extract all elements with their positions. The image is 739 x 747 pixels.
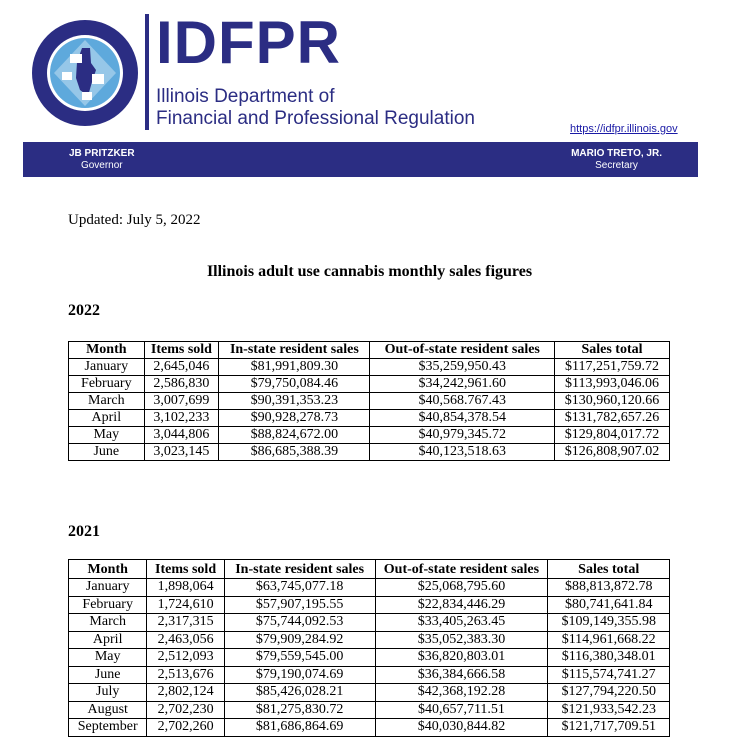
- table-cell: $121,933,542.23: [548, 701, 670, 719]
- table-cell: $40,979,345.72: [370, 427, 555, 444]
- table-cell: $88,824,672.00: [219, 427, 370, 444]
- table-cell: $131,782,657.26: [555, 410, 670, 427]
- table-cell: $88,813,872.78: [548, 579, 670, 597]
- table-cell: $36,820,803.01: [375, 649, 548, 667]
- table-row: [69, 701, 670, 719]
- agency-acronym: IDFPR: [156, 9, 341, 76]
- sales-table-2021: [68, 559, 670, 737]
- table-cell: $127,794,220.50: [548, 684, 670, 702]
- table-cell: March: [69, 614, 147, 632]
- table-cell: $36,384,666.58: [375, 666, 548, 684]
- governor-name: JB PRITZKER: [69, 148, 135, 159]
- table-cell: April: [69, 410, 145, 427]
- table-cell: $109,149,355.98: [548, 614, 670, 632]
- table-cell: 2,702,260: [147, 719, 224, 737]
- table-cell: $57,907,195.55: [224, 596, 375, 614]
- table-cell: February: [69, 376, 145, 393]
- table-row: [69, 393, 670, 410]
- table-cell: $79,559,545.00: [224, 649, 375, 667]
- column-header: Items sold: [147, 560, 224, 579]
- table-cell: $63,745,077.18: [224, 579, 375, 597]
- table-cell: September: [69, 719, 147, 737]
- table-cell: May: [69, 649, 147, 667]
- table-row: [69, 427, 670, 444]
- table-cell: $115,574,741.27: [548, 666, 670, 684]
- table-row: [69, 444, 670, 461]
- column-header: In-state resident sales: [219, 342, 370, 359]
- table-header-row: [69, 560, 670, 579]
- table-cell: 3,044,806: [144, 427, 219, 444]
- table-cell: 2,317,315: [147, 614, 224, 632]
- table-cell: January: [69, 579, 147, 597]
- table-cell: $113,993,046.06: [555, 376, 670, 393]
- table-cell: 2,463,056: [147, 631, 224, 649]
- table-cell: $35,259,950.43: [370, 359, 555, 376]
- updated-date: Updated: July 5, 2022: [68, 212, 201, 228]
- table-cell: February: [69, 596, 147, 614]
- table-row: [69, 631, 670, 649]
- table-cell: $40,854,378.54: [370, 410, 555, 427]
- table-cell: $81,275,830.72: [224, 701, 375, 719]
- table-cell: $85,426,028.21: [224, 684, 375, 702]
- table-row: [69, 719, 670, 737]
- table-cell: June: [69, 666, 147, 684]
- table-cell: July: [69, 684, 147, 702]
- table-cell: $40,657,711.51: [375, 701, 548, 719]
- table-cell: June: [69, 444, 145, 461]
- table-cell: $35,052,383.30: [375, 631, 548, 649]
- year-heading-2021: 2021: [68, 523, 100, 540]
- table-cell: $121,717,709.51: [548, 719, 670, 737]
- table-cell: $90,928,278.73: [219, 410, 370, 427]
- table-cell: $116,380,348.01: [548, 649, 670, 667]
- column-header: Out-of-state resident sales: [375, 560, 548, 579]
- table-cell: $75,744,092.53: [224, 614, 375, 632]
- website-link[interactable]: https://idfpr.illinois.gov: [570, 123, 678, 135]
- table-cell: $129,804,017.72: [555, 427, 670, 444]
- table-row: [69, 666, 670, 684]
- secretary-name: MARIO TRETO, JR.: [571, 148, 662, 159]
- table-cell: $33,405,263.45: [375, 614, 548, 632]
- table-cell: March: [69, 393, 145, 410]
- table-cell: 1,898,064: [147, 579, 224, 597]
- table-row: [69, 359, 670, 376]
- column-header: Month: [69, 560, 147, 579]
- table-cell: 2,513,676: [147, 666, 224, 684]
- table-row: [69, 684, 670, 702]
- officials-bar: [23, 142, 698, 177]
- table-cell: 2,802,124: [147, 684, 224, 702]
- department-name-line1: Illinois Department of: [156, 86, 335, 107]
- table-row: [69, 596, 670, 614]
- table-row: [69, 614, 670, 632]
- secretary-title: Secretary: [595, 160, 638, 171]
- table-cell: $90,391,353.23: [219, 393, 370, 410]
- table-cell: $126,808,907.02: [555, 444, 670, 461]
- table-cell: 2,645,046: [144, 359, 219, 376]
- table-cell: 3,007,699: [144, 393, 219, 410]
- table-cell: 3,102,233: [144, 410, 219, 427]
- table-header-row: [69, 342, 670, 359]
- column-header: Sales total: [555, 342, 670, 359]
- table-cell: $22,834,446.29: [375, 596, 548, 614]
- column-header: Month: [69, 342, 145, 359]
- document-title: Illinois adult use cannabis monthly sales figures: [206, 263, 533, 280]
- table-row: [69, 649, 670, 667]
- secretary-block: [571, 148, 662, 172]
- table-row: [69, 410, 670, 427]
- table-cell: 1,724,610: [147, 596, 224, 614]
- table-cell: $25,068,795.60: [375, 579, 548, 597]
- table-cell: $130,960,120.66: [555, 393, 670, 410]
- table-cell: $42,368,192.28: [375, 684, 548, 702]
- sales-table-2022: [68, 341, 670, 461]
- table-cell: August: [69, 701, 147, 719]
- table-cell: $117,251,759.72: [555, 359, 670, 376]
- column-header: Sales total: [548, 560, 670, 579]
- table-cell: $34,242,961.60: [370, 376, 555, 393]
- table-cell: 3,023,145: [144, 444, 219, 461]
- table-cell: $81,686,864.69: [224, 719, 375, 737]
- table-cell: May: [69, 427, 145, 444]
- year-heading-2022: 2022: [68, 302, 100, 319]
- table-cell: $79,909,284.92: [224, 631, 375, 649]
- table-cell: April: [69, 631, 147, 649]
- column-header: Out-of-state resident sales: [370, 342, 555, 359]
- table-cell: $86,685,388.39: [219, 444, 370, 461]
- table-cell: $40,030,844.82: [375, 719, 548, 737]
- table-cell: $79,190,074.69: [224, 666, 375, 684]
- table-cell: 2,512,093: [147, 649, 224, 667]
- table-cell: $80,741,641.84: [548, 596, 670, 614]
- table-cell: $40,568.767.43: [370, 393, 555, 410]
- brand-divider: [145, 14, 149, 130]
- column-header: Items sold: [144, 342, 219, 359]
- table-cell: $114,961,668.22: [548, 631, 670, 649]
- idfpr-seal-logo: [30, 18, 140, 128]
- table-cell: 2,702,230: [147, 701, 224, 719]
- column-header: In-state resident sales: [224, 560, 375, 579]
- table-cell: $81,991,809.30: [219, 359, 370, 376]
- department-name: [156, 86, 475, 130]
- governor-title: Governor: [80, 160, 123, 171]
- table-row: [69, 579, 670, 597]
- table-cell: $40,123,518.63: [370, 444, 555, 461]
- table-cell: $79,750,084.46: [219, 376, 370, 393]
- table-cell: 2,586,830: [144, 376, 219, 393]
- table-cell: January: [69, 359, 145, 376]
- department-name-line2: Financial and Professional Regulation: [156, 108, 475, 129]
- governor-block: [69, 148, 135, 172]
- table-row: [69, 376, 670, 393]
